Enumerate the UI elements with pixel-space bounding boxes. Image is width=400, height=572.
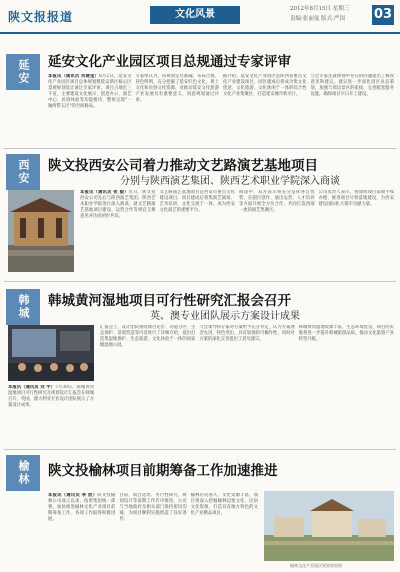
body-hancheng [100,325,394,443]
headline-yulin: 陕文投榆林项目前期筹备工作加速推进 [48,463,278,479]
body-column: 本报讯（通讯员 肖建莹）8月2日，延安文化产业园区项目总体规划暨延安新区核心区景观规划设计通过专家评审。项目占地近三千亩，主要建设文化展示、创意办公、演艺中心、民俗体验等功能板块，整体呈现"一轴两带五区"的空间格局。 [48,74,132,110]
body-column: 榆林历史悠久，文化资源丰富，项目将深入挖掘榆林边塞文化、民俗文化资源，打造具有地方特色的文化产业精品项目。 [190,493,258,517]
body-column: 本报讯（通讯员 张 毅）近日，陕文投西安公司先后与陕西演艺集团、陕西艺术职业学院进行深入商谈，就文艺路演艺基地项目建设、运营合作等事宜交换意见并达成初步共识。 [80,190,156,220]
body-column: 汇报会上，设计团队围绕项目定位、功能分区、生态保护、景观营造等内容进行了详细介绍，提出打造集湿地保护、生态旅游、文化体验于一体的国家级湿地公园。 [100,325,196,349]
story-yanan [0,36,400,148]
body-column: 韩城黄河湿地资源丰富，生态环境优良，项目的实施将进一步提升韩城旅游品质，推动文化旅游产业转型升级。 [298,325,394,343]
photo-yulin-rendering [264,491,394,561]
city-tab-xian: 西安 [6,154,40,190]
body-column: 公司负责人表示，将加快项目前期手续办理，推进项目尽快落地建设，为西安建设国际化大都市贡献力量。 [318,190,394,208]
city-tab-yulin: 榆林 [6,455,40,491]
byline: 本报讯（通讯员 李 波） [48,493,98,498]
paper-name: 陕文报报道 [8,10,74,24]
photo-hancheng-meeting [8,325,94,381]
story-xian [0,150,400,280]
section-banner: 文化风景 [150,6,240,24]
divider [4,148,396,149]
body-column: 商谈中，双方表示将充分发挥各自优势，在剧目创作、演出运营、人才培养等方面开展全方位合作，共同打造西部一流的演艺集聚区。 [239,190,315,214]
issue-date: 2012年8月15日 星期三 [290,6,350,12]
subhead-hancheng: 英、澳专业团队展示方案设计成果 [150,311,300,322]
masthead [0,0,400,34]
headline-yanan: 延安文化产业园区项目总规通过专家评审 [48,54,291,70]
photo-xian-building [8,190,74,272]
editor-credits: 责编:张丽曼 版式:严国 [290,16,345,22]
body-column: 文艺路演艺基地项目是西安市重点文化建设项目，项目建成后将集演艺剧场、艺术培训、文化交流于一体，成为西安文化演艺的重要平台。 [159,190,235,214]
byline: 本报讯（通讯员 刘 宇） [8,385,56,390]
body-column: 目前，项目选址、可行性研究、规划设计等前期工作有序推进，公司与当地政府及相关部门保持密切沟通，为项目顺利实施创造了良好条件。 [119,493,187,523]
body-column: 专家组认为，该规划定位准确、布局合理、特色鲜明，充分挖掘了延安红色文化、黄土文化和民俗文化资源，对推动延安文化旅游产业发展具有重要意义，同意规划通过评审。 [135,74,219,104]
body-column: 本报讯（通讯员 李 波）陕文投榆林公司成立以来，按照集团统一部署，加快推进榆林文化产业项目前期筹备工作，各项工作取得积极进展。 [48,493,116,523]
divider [4,281,396,282]
body-column: 本报讯（通讯员 刘 宇）7月30日，韩城黄河湿地项目可行性研究及规划设计汇报会在韩城召开，英国、澳大利亚专业设计团队展示了方案设计成果。 [8,385,94,409]
city-tab-yanan: 延安 [6,54,40,90]
body-hancheng-left [8,385,94,443]
body-column: 与会专家还就规划中存在的问题提出了修改意见和建议，建议进一步深化园区业态策划，加强与周边景区的衔接，完善配套服务设施，确保项目早日开工建设。 [310,74,394,98]
page-number: 03 [372,5,394,25]
subhead-xian: 分别与陕西演艺集团、陕西艺术职业学院深入商谈 [120,176,340,187]
headline-hancheng: 韩城黄河湿地项目可行性研究汇报会召开 [48,293,291,309]
photo-caption: 榆林文化产业园区规划效果图 [290,563,342,568]
city-tab-hancheng: 韩城 [6,289,40,325]
byline: 本报讯（通讯员 张 毅） [80,190,129,195]
story-yulin [0,451,400,572]
body-yulin [48,493,258,569]
body-column: 与会领导和专家对方案给予充分肯定，认为方案理念先进、特色突出，具有较强的可操作性，同时对方案的深化完善提出了意见建议。 [199,325,295,343]
headline-xian: 陕文投西安公司着力推动文艺路演艺基地项目 [48,158,318,174]
body-yanan [48,74,394,144]
body-column: 据介绍，延安文化产业园区是陕西省重点文化产业建设项目，园区建成后将成为集文化创意、文化旅游、文化休闲于一体的综合性文化产业集聚区，打造延安城市新名片。 [223,74,307,98]
story-hancheng [0,283,400,448]
byline: 本报讯（通讯员 肖建莹） [48,74,99,79]
body-xian [80,190,394,274]
divider [4,449,396,450]
